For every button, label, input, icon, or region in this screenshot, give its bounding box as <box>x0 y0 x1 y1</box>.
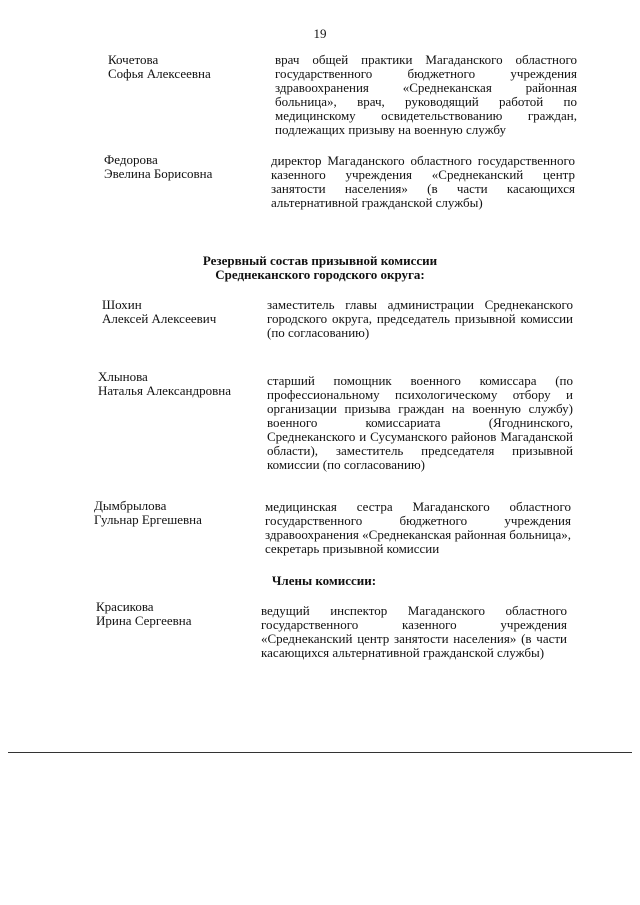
member-description: ведущий инспектор Магаданского областного государственного казенного учреждения «Среднеканский центр занятости населения» (в части касающихся альтернативной гражданской службы) <box>261 603 567 660</box>
member-given-names: Алексей Алексеевич <box>102 311 217 326</box>
commission-members-heading: Члены комиссии: <box>271 573 377 588</box>
member-name <box>102 298 216 326</box>
member-surname: Кочетова <box>108 52 159 67</box>
member-name <box>98 370 231 398</box>
reserve-section-heading <box>0 254 640 282</box>
reserve-heading-line2: Среднеканского городского округа: <box>215 267 425 282</box>
reserve-heading-line1: Резервный состав призывной комиссии <box>202 253 438 268</box>
member-given-names: Ирина Сергеевна <box>96 613 192 628</box>
member-surname: Федорова <box>104 152 158 167</box>
member-given-names: Эвелина Борисовна <box>104 166 213 181</box>
member-surname: Шохин <box>102 297 142 312</box>
member-name <box>104 153 212 181</box>
member-surname: Хлынова <box>98 369 148 384</box>
member-description: заместитель главы администрации Среднеканского городского округа, председатель призывной комиссии (по согласованию) <box>267 297 573 340</box>
member-surname: Дымбрылова <box>94 498 167 513</box>
member-given-names: Гульнар Ергешевна <box>94 512 202 527</box>
member-name <box>96 600 192 628</box>
member-description: старший помощник военного комиссара (по профессиональному психологическому отбору и организации призыва граждан на военную службу) военного комиссариата (Ягоднинского, Среднеканского и Сусуманского районов Магаданской области), заместитель председателя призывной комиссии (по согласованию) <box>267 373 573 472</box>
page-number: 19 <box>313 26 327 41</box>
member-description: врач общей практики Магаданского областного государственного бюджетного учреждения здравоохранения «Среднеканская районная больница», врач, руководящий работой по медицинскому освидетельствованию граждан, подлежащих призыву на военную службу <box>275 52 577 137</box>
member-description: медицинская сестра Магаданского областного государственного бюджетного учреждения здравоохранения «Среднеканская районная больница», секретарь призывной комиссии <box>265 499 571 556</box>
member-description: директор Магаданского областного государственного казенного учреждения «Среднеканский центр занятости населения» (в части касающихся альтернативной гражданской службы) <box>271 153 575 210</box>
member-surname: Красикова <box>96 599 154 614</box>
member-name <box>108 53 211 81</box>
bottom-divider <box>8 752 632 753</box>
member-given-names: Софья Алексеевна <box>108 66 211 81</box>
member-given-names: Наталья Александровна <box>98 383 231 398</box>
member-name <box>94 499 202 527</box>
